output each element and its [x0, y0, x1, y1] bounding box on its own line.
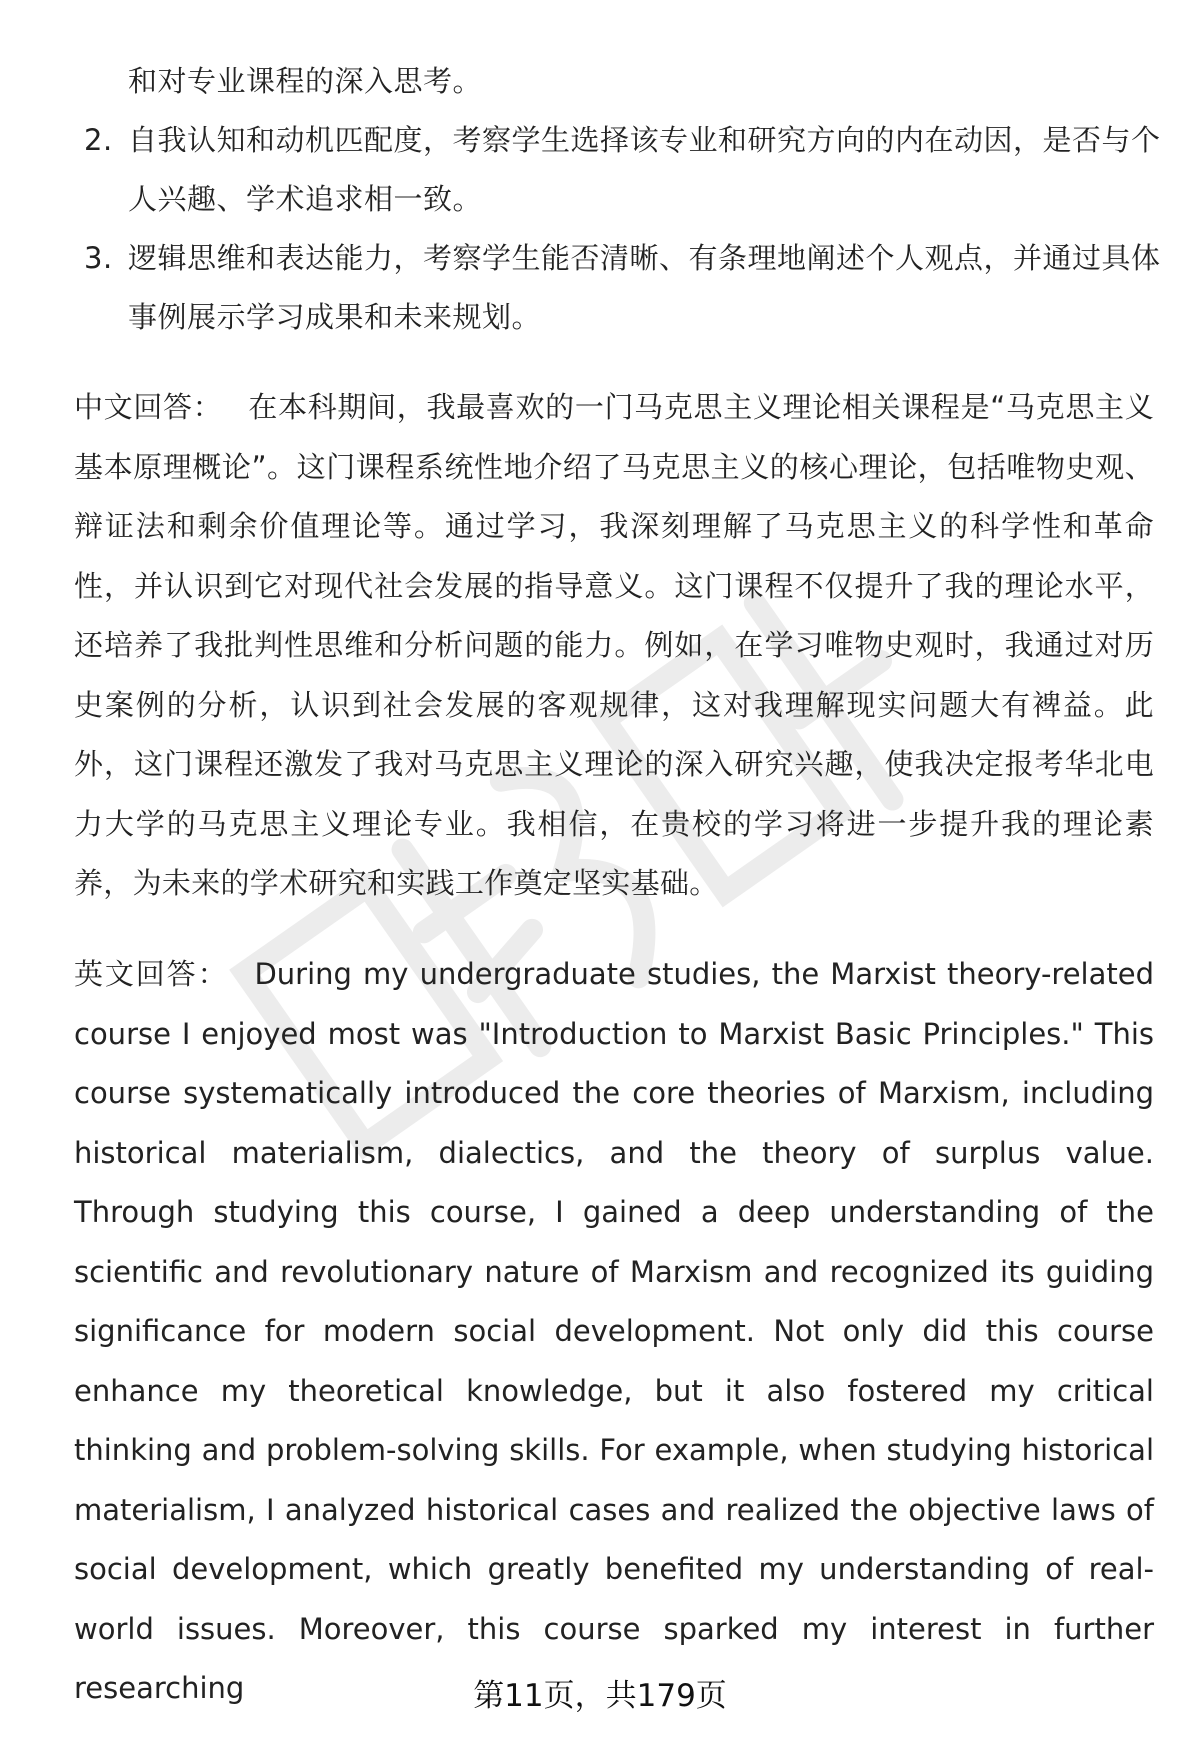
english-answer-text: During my undergraduate studies, the Marxist theory-related course I enjoyed most was "Introduction to Marxist Basic Principles." This course systematically introduced the core theories of Marxism, including historical materialism, dialectics, and the theory of surplus value. Through studying this course, I gained a deep understanding of the scientific and revolutionary nature of Marxism and recognized its guiding significance for modern social development. Not only did this course enhance my theoretical knowledge, but it also fostered my critical thinking and problem-solving skills. For example, when studying historical materialism, I analyzed historical cases and realized the objective laws of social development, which greatly benefited my understanding of real-world issues. Moreover, this course sparked my interest in further researching [74, 957, 1154, 1705]
evaluation-criteria-list [74, 52, 1164, 347]
english-answer-label: 英文回答： [74, 957, 229, 991]
chinese-answer-label: 中文回答： [74, 390, 223, 424]
criteria-item-text: 自我认知和动机匹配度，考察学生选择该专业和研究方向的内在动因，是否与个人兴趣、学术追求相一致。 [128, 123, 1161, 216]
criteria-continuation: 和对专业课程的深入思考。 [128, 64, 483, 98]
chinese-answer-text: 在本科期间，我最喜欢的一门马克思主义理论相关课程是“马克思主义基本原理概论”。这门课程系统性地介绍了马克思主义的核心理论，包括唯物史观、辩证法和剩余价值理论等。通过学习，我深刻理解了马克思主义的科学性和革命性，并认识到它对现代社会发展的指导意义。这门课程不仅提升了我的理论水平，还培养了我批判性思维和分析问题的能力。例如，在学习唯物史观时，我通过对历史案例的分析，认识到社会发展的客观规律，这对我理解现实问题大有裨益。此外，这门课程还激发了我对马克思主义理论的深入研究兴趣，使我决定报考华北电力大学的马克思主义理论专业。我相信，在贵校的学习将进一步提升我的理论素养，为未来的学术研究和实践工作奠定坚实基础。 [74, 390, 1154, 900]
chinese-answer-paragraph [74, 378, 1154, 914]
criteria-item-number: 3. [84, 241, 113, 275]
page-number-footer: 第11页，共179页 [473, 1678, 727, 1714]
english-answer-paragraph [74, 945, 1154, 1719]
criteria-item-2 [74, 111, 1164, 229]
criteria-item-3 [74, 229, 1164, 347]
criteria-item-number: 2. [84, 123, 113, 157]
criteria-item-text: 逻辑思维和表达能力，考察学生能否清晰、有条理地阐述个人观点，并通过具体事例展示学习成果和未来规划。 [128, 241, 1161, 334]
